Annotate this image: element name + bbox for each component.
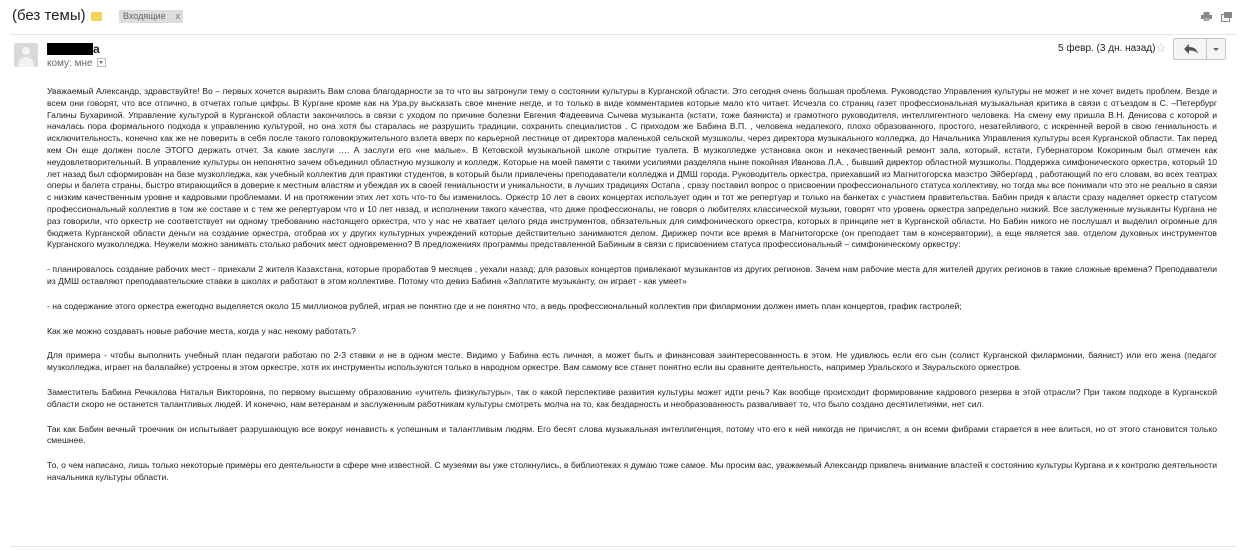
recipient-prefix: кому: <box>47 58 72 69</box>
sender-name[interactable] <box>47 42 100 56</box>
body-paragraph: Уважаемый Александр, здравствуйте! Во – первых хочется выразить Вам слова благодарности за то что вы затронули тему о состоянии культуры в Курганской области. Это сегодня очень большая проблема. Руководство Управления культуры не может и не хочет видеть проблем. Везде и всем они говорят, что все отлично, в отчетах голые цифры. В Кургане кроме как на Ура.ру высказать свое мнение негде, и то только в виде комментариев которые мало кто читает. Исчезла со страниц газет профессиональная музыкальная критика в связи с отъездом в С. –Петербург Галины Бухариной. Управление культурой в Курганской области закончилось в связи с уходом по причине болезни Евгения Фадеевича Сычева музыканта (кстати, тоже баяниста) и грамотного руководителя, интеллигентного человека. На смену ему пришла В.Н. Денисова с которой и началась пора формального подхода к управлению культурой, но она хотя бы старалась не разрушить традиции, сохранить специалистов . С приходом же Бабина В.П. , человека недалекого, плохо образованного, простого, незатейливого, с искренней верой в свою гениальность и исключительность, конечно как же не поверить в себя после такого головокружительного взлета вверх по карьерной лестнице от директора маленькой сельской музшколы, через директора музыкального колледжа, до Начальника Управления культуры всея Курганской области. Так перед кем Он еще должен после ЭТОГО держать отчет. За какие заслуги …. А заслуги его «не малые». В Кетовской музыкальной школе открытие туалета. В музколледже установка окон и некачественный ремонт зала, который, кстати, Губернатором Кокориным был отмечен как неудовлетворительный. В управление культуры он непонятно зачем объединил областную музшколу и колледж. Которые на моей памяти с такими усилиями разделяла ныне покойная Иванова Л.А. , бывший директор областной музшколы. Поддержка симфонического оркестра, который 10 лет назад был сформирован на базе музколледжа, как учебный коллектив для практики студентов, в который были привлечены преподаватели колледжа и ДМШ города. Руководитель оркестра, приехавший из Магнитогорска маэстро Эйбергард , работающий по его словам, во всех театрах оперы и балета страны, быстро втирающийся в доверие к местным властям и убеждая их в своей гениальности и уникальности, в лучших традициях Остапа , сразу поставил вопрос о присвоении профессионального статуса коллективу, но тогда мы все понимали что это не реально в связи с низким качественным уровне и кадровыми проблемами. И на протяжении этих лет хоть что-то бы изменилось. Оркестр 10 лет в своих концертах использует один и тот же репертуар и только на банкетах с участием правительства. Бабин придя к власти сразу наделяет оркестр статусом профессиональный коллектив в том же составе и с тем же репертуаром что и 10 лет назад, и исполнении такого качества, что даже профессионалы, не говоря о любителях классической музыки, говорят что уровень оркестра запредельно низкий. Все заслуженные музыканты Кургана не раз говорили, что оркестр не соответствует ни одному требованию настоящего оркестра, что у нас не хватает целого ряда инструментов, обязательных для симфонического оркестра, которых в принципе нет в Курганской области. Но Бабин никого не послушал и выделил огромные для бюджета Курганской области деньги на создание оркестра, отобрав их у других культурных учреждений которые действительно занимаются делом. Дирижер почти все время в Магнитогорске (он преподает там в консерватории), а еще является зав. отделом духовных инструментов Курганского музколледжа. Неужели можно занимать столько рабочих мест одновременно? В предложениях программы представленной Бабиным в связи с присвоением статуса профессиональный – симфоническому оркестру: <box>47 86 1217 250</box>
body-paragraph: Заместитель Бабина Речкалова Наталья Викторовна, по первому высшему образованию «учитель физкультуры», так о какой перспективе развития культуры может идти речь? Как вообще происходит формирование кадрового резерва в этой отрасли? При таком подходе в Курганской области скоро не останется талантливых людей. И конечно, нам ветеранам и заслуженным работникам культуры смотреть молча на то, как бездарность и необразованность разваливает то, что было создано десятилетиями, нет сил. <box>47 386 1217 409</box>
star-icon[interactable]: ☆ <box>1155 40 1167 55</box>
message-date: 5 февр. (3 дн. назад) <box>1058 43 1156 54</box>
body-paragraph: Так как Бабин вечный троечник он испытывает разрушающую все вокруг ненависть к успешным и талантливым людям. Его бесят слова музыкальная интеллигенция, потому что его к ней никогда не причислят, а он всеми фибрами старается в нее влиться, но от этого становится только смешнее. <box>47 423 1217 446</box>
reply-arrow-icon <box>1184 44 1198 54</box>
reply-button[interactable] <box>1173 38 1207 60</box>
sender-name-suffix: а <box>93 42 100 56</box>
importance-marker-icon[interactable] <box>91 12 102 21</box>
print-icon[interactable] <box>1201 12 1212 21</box>
inbox-label-text: Входящие <box>123 11 166 21</box>
recipient-line <box>47 58 106 69</box>
body-paragraph: Как же можно создавать новые рабочие места, когда у нас некому работать? <box>47 325 356 336</box>
body-paragraph: Для примера - чтобы выполнить учебный план педагоги работаю по 2-3 ставки и не в одном месте. Видимо у Бабина есть личная, а может быть и финансовая заинтересованность в этом. Не удивлюсь если его сын (солист Курганской филармонии, баянист) или его жена (педагог музколледжа, играет на балалайке) устроены в этом оркестре, хотя их инструменты используются только в народном оркестре. Вам самому все станет понятно если вы сравните деятельность, например Уральского и Зауральского оркестров. <box>47 350 1217 373</box>
header-divider <box>10 34 1237 35</box>
recipient-value: мне <box>74 58 93 69</box>
email-header-bar <box>0 0 1247 34</box>
body-paragraph: - планировалось создание рабочих мест - приехали 2 жителя Казахстана, которые проработав 9 месяцев , уехали назад; для разовых концертов привлекают музыкантов из других регионов. Зачем нам рабочие места для жителей других регионов в такие сложные времена? Преподаватели из ДМШ оставляют преподавательские ставки в школах и работают в этом коллективе. Потому что девиз Бабина «Заплатите музыканту, он играет - как умеет» <box>47 264 1217 286</box>
sender-avatar[interactable] <box>14 43 38 67</box>
person-silhouette-icon <box>22 47 30 55</box>
remove-label-button[interactable]: x <box>175 11 181 21</box>
footer-divider <box>10 546 1237 547</box>
inbox-label-chip[interactable] <box>119 10 183 23</box>
more-actions-button[interactable] <box>1206 38 1226 60</box>
new-window-icon[interactable] <box>1221 12 1232 22</box>
email-subject: (без темы) <box>12 7 86 24</box>
recipient-details-toggle[interactable] <box>97 58 106 67</box>
body-paragraph: - на содержание этого оркестра ежегодно выделяется около 15 миллионов рублей, играя не понятно где и не понятно что, а ведь профессиональный коллектив при филармонии должен иметь план концертов, график гастролей; <box>47 300 962 311</box>
redacted-name-block <box>47 43 93 55</box>
body-paragraph: То, о чем написано, лишь только некоторые примеры его деятельности в сфере мне известной. С музеями вы уже столкнулись, в библиотеках я думаю тоже самое. Мы просим вас, уважаемый Александр привлечь внимание властей к состоянию культуры Кургана и к контролю деятельности начальника культуры области. <box>47 460 1217 482</box>
message-body <box>47 86 1217 497</box>
